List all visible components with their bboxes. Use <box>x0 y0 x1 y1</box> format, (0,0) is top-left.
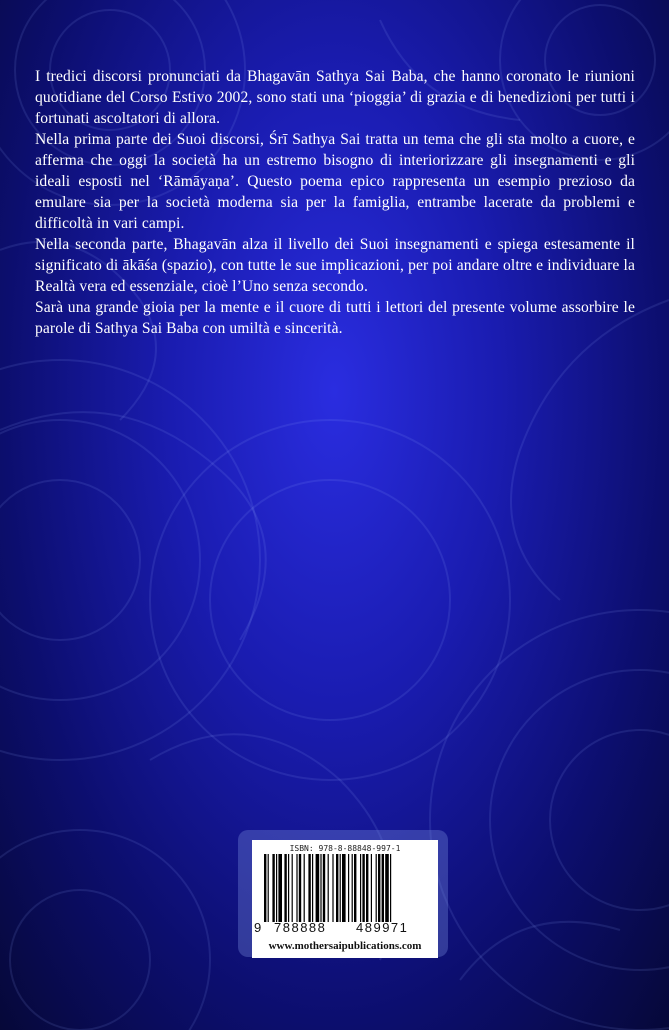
barcode-bars <box>264 854 428 924</box>
barcode-bar <box>299 854 301 922</box>
barcode-bar <box>382 854 384 922</box>
barcode-bar <box>366 854 368 922</box>
publisher-website: www.mothersaipublications.com <box>268 940 422 952</box>
barcode-bar <box>312 854 313 922</box>
barcode-bar <box>340 854 341 922</box>
barcode-bar <box>288 854 289 922</box>
barcode-bar <box>354 854 356 922</box>
isbn-digit-group-2: 489971 <box>356 920 409 935</box>
paragraph-4: Sarà una grande gioia per la mente e il cuore di tutti i lettori del presente volume assorbire le parole di Sathya Sai Baba con umiltà e sincerità. <box>35 299 635 337</box>
barcode-bar <box>362 854 364 922</box>
barcode-bar <box>360 854 361 922</box>
paragraph-1: I tredici discorsi pronunciati da Bhagavān Sathya Sai Baba, che hanno coronato le riunioni quotidiane del Corso Estivo 2002, sono stati una ‘pioggia’ di grazia e di benedizioni per tutti i fortunati ascoltatori di allora. <box>35 68 635 127</box>
barcode-bar <box>336 854 338 922</box>
barcode-bar <box>348 854 349 922</box>
isbn-digit-group-1: 788888 <box>274 920 327 935</box>
barcode-bar <box>385 854 389 922</box>
barcode-bar <box>276 854 277 922</box>
barcode-bar <box>342 854 346 922</box>
back-cover-description <box>35 66 635 339</box>
barcode-bar <box>284 854 286 922</box>
barcode-bar <box>376 854 377 922</box>
barcode-bar <box>332 854 333 922</box>
barcode-bar <box>272 854 274 922</box>
barcode-bar <box>304 854 305 922</box>
barcode-bar <box>264 854 266 922</box>
barcode-bar <box>278 854 282 922</box>
isbn-label: ISBN: 978-8-88848-997-1 <box>289 844 401 853</box>
barcode-bar <box>268 854 269 922</box>
barcode-bar <box>371 854 372 922</box>
isbn-digit-first: 9 <box>254 920 263 935</box>
barcode-bar <box>323 854 325 922</box>
barcode-bar <box>320 854 321 922</box>
barcode-bar <box>390 854 391 922</box>
barcode-bar <box>316 854 320 922</box>
barcode-bar <box>308 854 310 922</box>
barcode-bar <box>296 854 297 922</box>
isbn-barcode <box>252 840 438 958</box>
barcode-bar <box>378 854 380 922</box>
paragraph-2: Nella prima parte dei Suoi discorsi, Śrī Sathya Sai tratta un tema che gli sta molto a cuore, e afferma che oggi la società ha un estremo bisogno di interiorizzare gli insegnamenti e gli ideali esposti nel ‘Rāmāyaṇa’. Questo poema epico rappresenta un esempio prezioso da emulare sia per la società moderna sia per la famiglia, entrambe lacerate da problemi e difficoltà in vari campi. <box>35 131 635 232</box>
paragraph-3: Nella seconda parte, Bhagavān alza il livello dei Suoi insegnamenti e spiega estesamente il significato di ākāśa (spazio), con tutte le sue implicazioni, per poi andare oltre e individuare la Realtà vera ed essenziale, cioè l’Uno senza secondo. <box>35 236 635 295</box>
barcode-bar <box>328 854 329 922</box>
barcode-bar <box>352 854 353 922</box>
barcode-bar <box>292 854 293 922</box>
